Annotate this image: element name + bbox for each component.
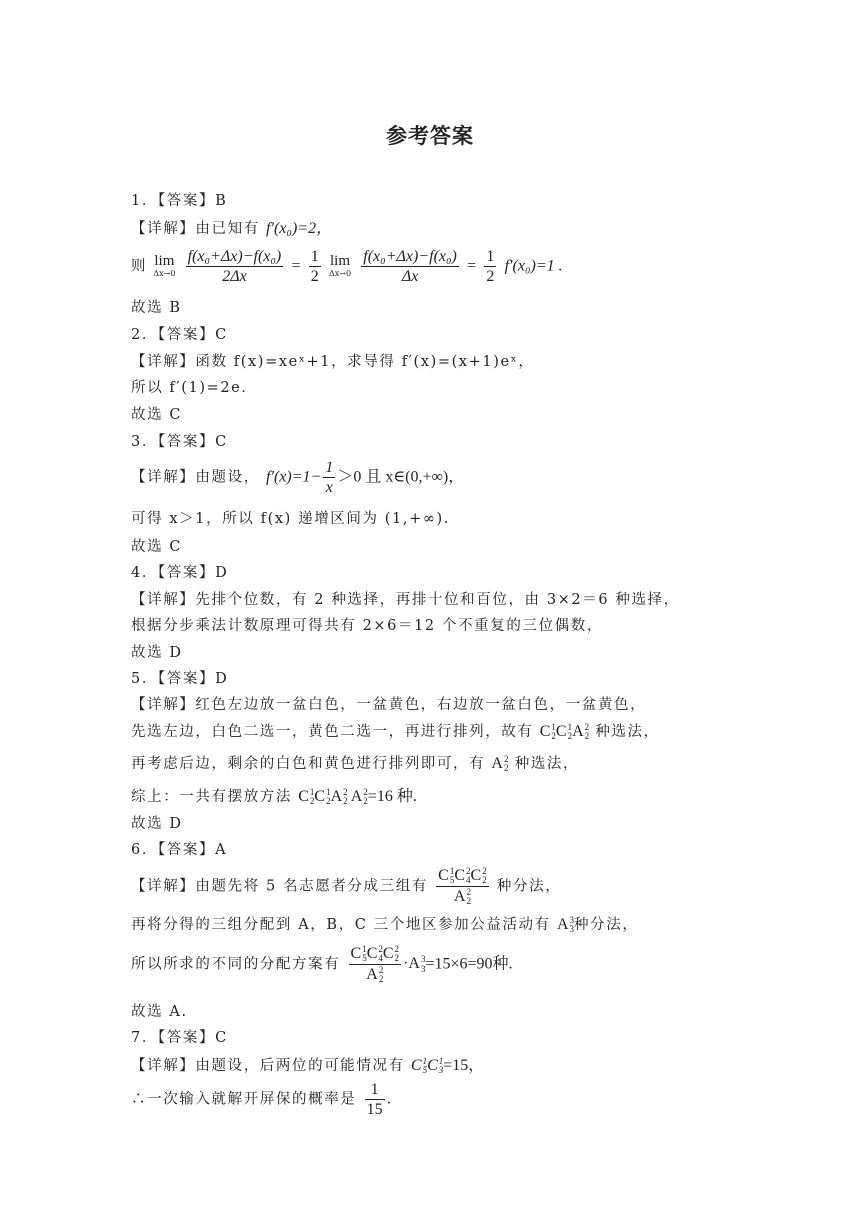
q6-detail-2: 再将分得的三组分配到 A，B，C 三个地区参加公益活动有 A 3 3 种分法， bbox=[131, 914, 639, 935]
q1-detail-1: 【详解】由已知有 f′(x₀)=2， bbox=[131, 220, 333, 237]
q5-detail-3: 再考虑后边，剩余的白色和黄色进行排列即可，有 A 2 2 种选法， bbox=[131, 753, 580, 774]
q7-detail-2: ∴一次输入就解开屏保的概率是 $\frac{1}{15}$ . bbox=[131, 1081, 393, 1119]
q6-answer: 6．【答案】A bbox=[131, 842, 228, 858]
q2-detail-1: 【详解】函数 f(x)=xeˣ+1，求导得 f′(x)=(x+1)eˣ， bbox=[131, 354, 535, 370]
q5-combination-1: C 1 2 C 1 2 A 2 2 bbox=[539, 721, 590, 742]
q3-choice: 故选 C bbox=[131, 539, 183, 555]
q3-fraction: $\frac{1}{x}$ bbox=[325, 459, 334, 497]
q1-half-1: $\frac{1}{2}$ bbox=[310, 248, 319, 286]
q4-answer: 4．【答案】D bbox=[131, 565, 229, 581]
q1-result: f′(x₀)=1 . bbox=[504, 257, 563, 275]
q5-combination-total: C 1 2 C 1 2 A 2 2 A 2 2 bbox=[298, 786, 368, 807]
page-title: 参考答案 bbox=[386, 124, 474, 148]
q6-detail-1: 【详解】由题先将 5 名志愿者分成三组有 C 1 5 C 2 4 C 2 2 A 2 2 种分法， bbox=[131, 865, 562, 907]
q5-detail-2: 先选左边，白色二选一，黄色二选一，再进行排列，故有 C 1 2 C 1 2 A 2 2 种选法， bbox=[131, 721, 660, 742]
q1-half-2: $\frac{1}{2}$ bbox=[486, 248, 495, 286]
q1-fraction-1: $\frac{\text{f(x₀+Δx)−f(x₀)}}{2\Delta x}$ bbox=[187, 248, 282, 286]
q1-given: f′(x₀)=2， bbox=[266, 220, 333, 237]
q6-fraction-2: C 1 5 C 2 4 C 2 2 A 2 2 bbox=[350, 943, 400, 985]
q5-answer: 5．【答案】D bbox=[131, 671, 229, 687]
q7-answer: 7．【答案】C bbox=[131, 1030, 228, 1046]
q3-detail-2: 可得 x＞1，所以 f(x) 递增区间为 (1,+∞). bbox=[131, 511, 450, 527]
q6-choice: 故选 A. bbox=[131, 1004, 188, 1020]
q5-choice: 故选 D bbox=[131, 816, 183, 832]
q5-detail-1: 【详解】红色左边放一盆白色，一盆黄色，右边放一盆白色，一盆黄色， bbox=[131, 697, 647, 713]
q2-answer: 2．【答案】C bbox=[131, 327, 228, 343]
q3-answer: 3．【答案】C bbox=[131, 434, 228, 450]
q4-detail-2: 根据分步乘法计数原理可得共有 2×6＝12 个不重复的三位偶数， bbox=[131, 618, 603, 634]
q2-choice: 故选 C bbox=[131, 407, 183, 423]
q1-detail-2: 则 lim Δx→0 $\frac{\text{f(x₀+Δx)−f(x₀)}}{2\Delta x}$ = $\frac{1}{2}$ lim Δx→0 $\frac{\text{f(x₀+Δx)−f(x₀)}}{\Delta x}$ = $\frac{1}{2}$ f′(x₀)=1 . bbox=[131, 248, 563, 286]
limit-symbol: lim Δx→0 bbox=[153, 253, 176, 279]
q1-fraction-2: $\frac{\text{f(x₀+Δx)−f(x₀)}}{\Delta x}$ bbox=[363, 248, 457, 286]
q5-detail-4: 综上：一共有摆放方法 C 1 2 C 1 2 A 2 2 A 2 2 =16 种. bbox=[131, 786, 417, 807]
q7-detail-1: 【详解】由题设，后两位的可能情况有 C 1 5 C 1 3 =15， bbox=[131, 1055, 485, 1076]
q1-choice: 故选 B bbox=[131, 300, 182, 316]
q7-combination: C 1 5 C 1 3 bbox=[410, 1055, 444, 1076]
q6-detail-3: 所以所求的不同的分配方案有 C 1 5 C 2 4 C 2 2 A 2 2 ·A 3 3 =15×6=90种. bbox=[131, 943, 513, 985]
q6-fraction-1: C 1 5 C 2 4 C 2 2 A 2 2 bbox=[438, 865, 487, 907]
q7-fraction: $\frac{1}{15}$ bbox=[366, 1081, 383, 1119]
q4-detail-1: 【详解】先排个位数，有 2 种选择，再排十位和百位，由 3×2＝6 种选择， bbox=[131, 592, 680, 608]
q1-answer: 1．【答案】B bbox=[131, 193, 228, 209]
q2-detail-2: 所以 f′(1)=2e． bbox=[131, 380, 258, 396]
q4-choice: 故选 D bbox=[131, 645, 183, 661]
q3-detail-1: 【详解】由题设， f′(x)=1− $\frac{1}{x}$ ＞0 且 x∈(0,+∞)， bbox=[131, 459, 465, 497]
